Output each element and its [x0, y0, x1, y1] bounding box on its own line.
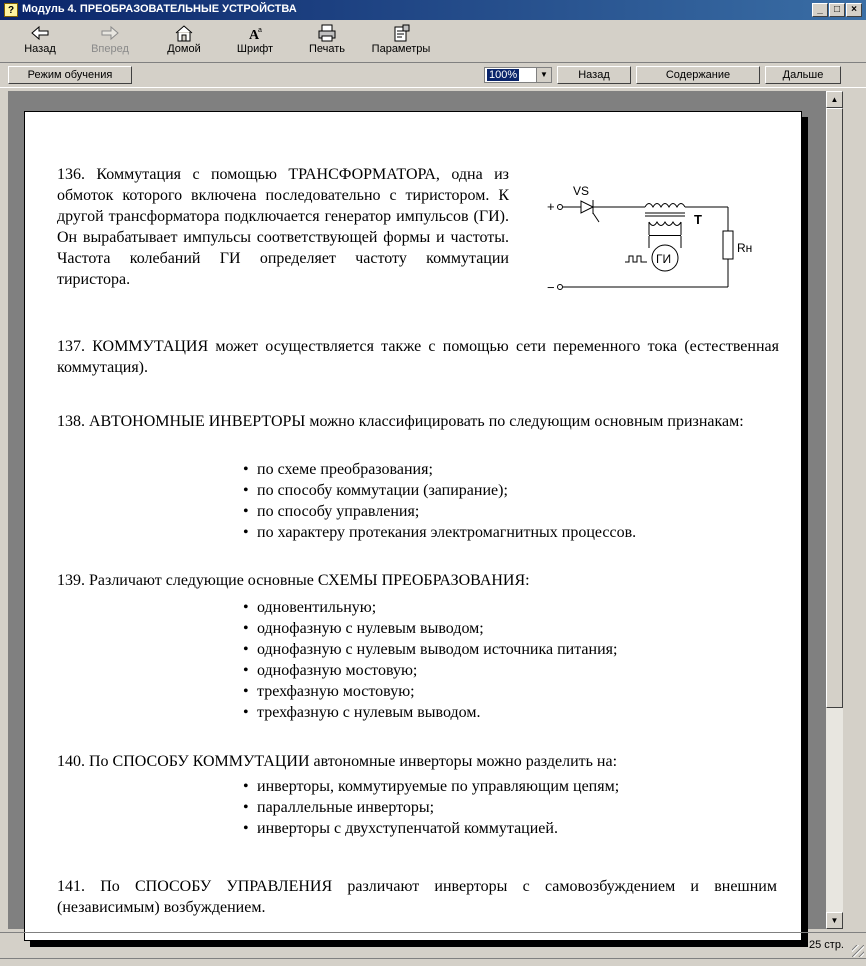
close-button[interactable]: ×: [846, 3, 862, 17]
arrow-right-icon: [100, 24, 120, 42]
font-toolbar-button[interactable]: [225, 24, 285, 60]
print-toolbar-button[interactable]: [297, 24, 357, 60]
commutation-circuit-diagram: [543, 180, 753, 318]
navigation-bar: [0, 63, 866, 88]
svg-text:A: A: [249, 28, 260, 43]
list-item: • по способу управления;: [243, 501, 636, 522]
load-resistor-label: Rн: [737, 241, 753, 255]
list-item: • по способу коммутации (запирание);: [243, 480, 636, 501]
thyristor-label: VS: [573, 184, 590, 198]
list-item: • инверторы, коммутируемые по управляющим цепям;: [243, 776, 619, 797]
home-toolbar-button[interactable]: [154, 24, 214, 60]
back-toolbar-button[interactable]: [10, 24, 70, 60]
zoom-select[interactable]: [484, 67, 552, 83]
next-button[interactable]: Дальше: [765, 66, 841, 84]
list-item: • параллельные инверторы;: [243, 797, 619, 818]
options-icon: [391, 24, 411, 42]
svg-text:a: a: [258, 27, 262, 34]
list-item: • однофазную с нулевым выводом источника питания;: [243, 639, 617, 660]
back-nav-button[interactable]: Назад: [557, 66, 631, 84]
font-icon: [245, 24, 265, 42]
arrow-left-icon: [30, 24, 50, 42]
title-bar: [0, 0, 866, 20]
list-item: • инверторы с двухступенчатой коммутацией.: [243, 818, 619, 839]
printer-icon: [317, 24, 337, 42]
document-page: [24, 111, 802, 941]
resize-grip-icon[interactable]: [852, 945, 864, 957]
window-title: Модуль 4. ПРЕОБРАЗОВАТЕЛЬНЫЕ УСТРОЙСТВА: [22, 3, 297, 15]
paragraph-138: 138. АВТОНОМНЫЕ ИНВЕРТОРЫ можно классифицировать по следующим основным признакам:: [57, 413, 744, 430]
print-toolbar-label: Печать: [308, 43, 346, 55]
paragraph-137: 137. КОММУТАЦИЯ может осуществляется также с помощью сети переменного тока (естественная коммутация).: [57, 338, 779, 376]
chevron-down-icon[interactable]: ▼: [536, 68, 551, 82]
paragraph-136: 136. Коммутация с помощью ТРАНСФОРМАТОРА, одна из обмоток которого включена последовательно с тиристором. К другой трансформатора подключается генератор импульсов (ГИ). Он вырабатывает импульсы соответствующей формы и частоты. Частота колебаний ГИ определяет частоту коммутации тиристора.: [57, 166, 509, 288]
page-count: 25 стр.: [808, 939, 844, 951]
list-item: • однофазную с нулевым выводом;: [243, 618, 617, 639]
home-icon: [174, 24, 194, 42]
list-item: • трехфазную с нулевым выводом.: [243, 702, 617, 723]
options-toolbar-button[interactable]: [368, 24, 434, 60]
vertical-scrollbar[interactable]: [826, 91, 843, 929]
font-toolbar-label: Шрифт: [236, 43, 274, 55]
zoom-value: 100%: [489, 69, 518, 81]
home-toolbar-label: Домой: [167, 43, 201, 55]
scroll-down-icon[interactable]: ▼: [826, 912, 843, 929]
forward-toolbar-label: Вперед: [91, 43, 129, 55]
paragraph-140: 140. По СПОСОБУ КОММУТАЦИИ автономные инверторы можно разделить на:: [57, 753, 618, 770]
study-mode-button[interactable]: Режим обучения: [8, 66, 132, 84]
list-item: • по схеме преобразования;: [243, 459, 636, 480]
paragraph-139: 139. Различают следующие основные СХЕМЫ ПРЕОБРАЗОВАНИЯ:: [57, 572, 530, 589]
list-item: • по характеру протекания электромагнитных процессов.: [243, 522, 636, 543]
status-bar: [0, 932, 866, 959]
paragraph-141: 141. По СПОСОБУ УПРАВЛЕНИЯ различают инверторы с самовозбуждением и внешним (независимым) возбуждением.: [57, 878, 777, 916]
options-toolbar-label: Параметры: [371, 43, 431, 55]
list-138: [243, 459, 636, 543]
scroll-up-icon[interactable]: ▲: [826, 91, 843, 108]
scroll-thumb[interactable]: [826, 108, 843, 708]
toolbar: [0, 20, 866, 63]
maximize-button[interactable]: □: [829, 3, 845, 17]
help-book-icon: ?: [4, 3, 18, 17]
plus-terminal-label: +: [547, 199, 555, 214]
forward-toolbar-button[interactable]: [80, 24, 140, 60]
minimize-button[interactable]: _: [812, 3, 828, 17]
window-bottom-edge: [0, 958, 866, 966]
list-item: • однофазную мостовую;: [243, 660, 617, 681]
document-viewport: [8, 91, 826, 929]
minus-terminal-label: −: [547, 280, 555, 295]
contents-button[interactable]: Содержание: [636, 66, 760, 84]
pulse-generator-label: ГИ: [656, 252, 672, 266]
list-139: [243, 597, 617, 723]
transformer-label: T: [694, 212, 702, 227]
list-item: • трехфазную мостовую;: [243, 681, 617, 702]
list-140: [243, 776, 619, 839]
back-toolbar-label: Назад: [24, 43, 56, 55]
list-item: • одновентильную;: [243, 597, 617, 618]
